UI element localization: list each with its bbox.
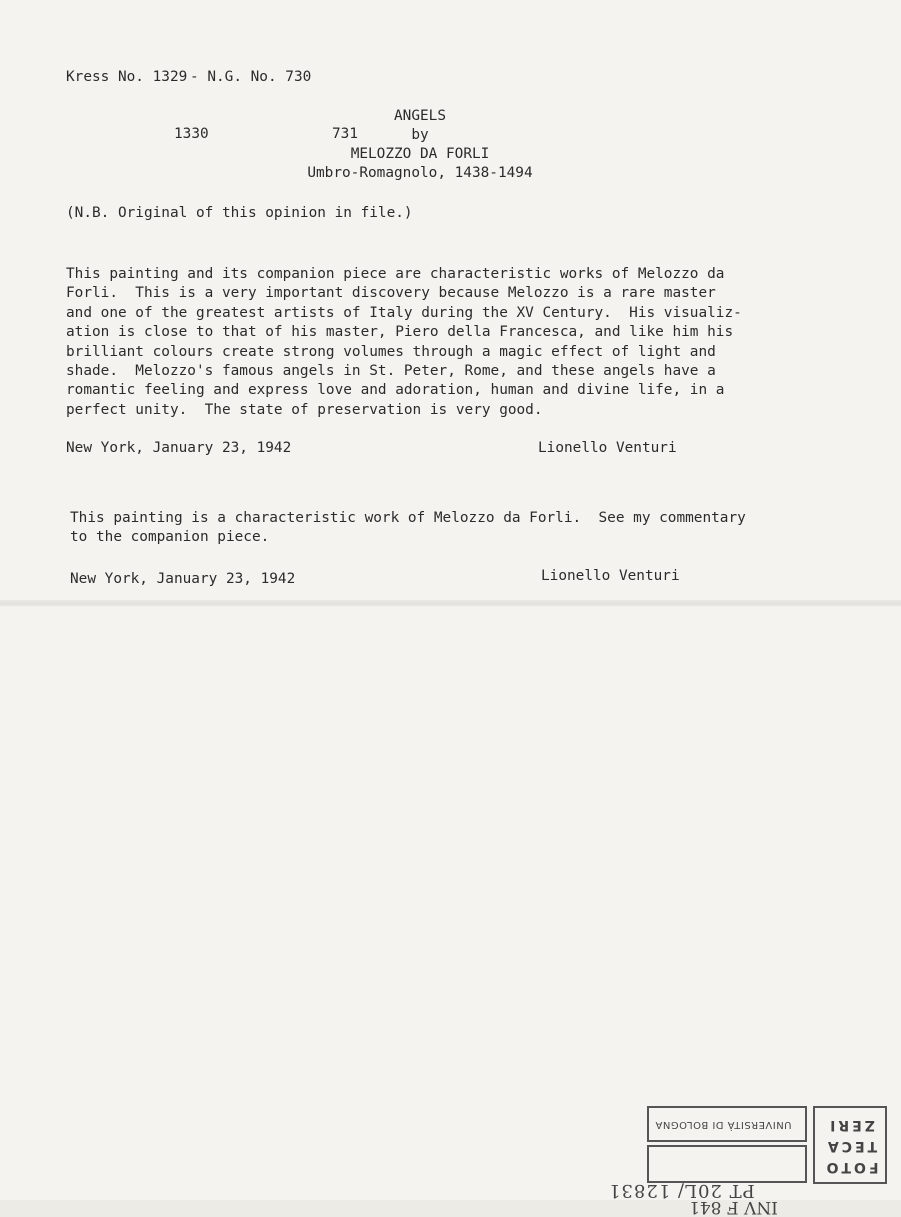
opinion-1-line: brilliant colours create strong volumes through a magic effect of light and (66, 343, 716, 360)
artwork-title: ANGELS (394, 108, 446, 124)
opinion-1-line: ation is close to that of his master, Piero della Francesca, and like him his (66, 324, 734, 341)
stamp-label-3: ZERI (827, 1117, 875, 1133)
file-note: (N.B. Original of this opinion in file.) (66, 205, 413, 221)
opinion-2-text (70, 509, 840, 548)
opinion-1-line: Forli. This is a very important discovery because Melozzo is a rare master (66, 285, 716, 302)
handwritten-inventory-note: PT 20L/ 12831 (608, 1180, 755, 1201)
stamp-label-1: FOTO (823, 1159, 879, 1175)
stamp-institution-box (647, 1106, 807, 1142)
opinion-1-place-date: New York, January 23, 1942 (66, 440, 292, 456)
title-by: by (411, 127, 429, 143)
opinion-1-line: This painting and its companion piece are characteristic works of Melozzo da (66, 266, 725, 282)
opinion-2-line: to the companion piece. (70, 529, 270, 546)
ng-number-2: 731 (332, 126, 358, 142)
opinion-2-signature: Lionello Venturi (541, 568, 680, 584)
reference-line-1 (66, 68, 358, 87)
opinion-1-line: romantic feeling and express love and adoration, human and divine life, in a (66, 382, 725, 399)
opinion-1-signature: Lionello Venturi (538, 440, 677, 456)
kress-number: Kress No. 1329 (66, 69, 188, 85)
opinion-1-text (66, 265, 836, 420)
opinion-1-line: shade. Melozzo's famous angels in St. Peter, Rome, and these angels have a (66, 363, 716, 380)
stamp-fototeca-labels (823, 1114, 879, 1177)
stamp-inventory: INV F 841 (689, 1197, 778, 1217)
stamp-institution: UNIVERSITÀ DI BOLOGNA (655, 1119, 792, 1130)
stamp-label-2: TECA (824, 1138, 878, 1154)
ng-number: - N.G. No. 730 (190, 69, 312, 85)
artist-school-dates: Umbro-Romagnolo, 1438-1494 (307, 165, 533, 181)
document-title (270, 107, 570, 183)
opinion-1-line: and one of the greatest artists of Italy during the XV Century. His visualiz- (66, 304, 742, 321)
opinion-1-line: perfect unity. The state of preservation is very good. (66, 401, 543, 418)
artist-name: MELOZZO DA FORLI (350, 146, 490, 162)
stamp-fototeca-box (813, 1106, 887, 1184)
opinion-2-line: This painting is a characteristic work of Melozzo da Forli. See my commentary (70, 510, 746, 526)
opinion-2-place-date: New York, January 23, 1942 (70, 571, 296, 587)
kress-number-2: 1330 (174, 126, 209, 142)
paper-fold (0, 600, 901, 608)
